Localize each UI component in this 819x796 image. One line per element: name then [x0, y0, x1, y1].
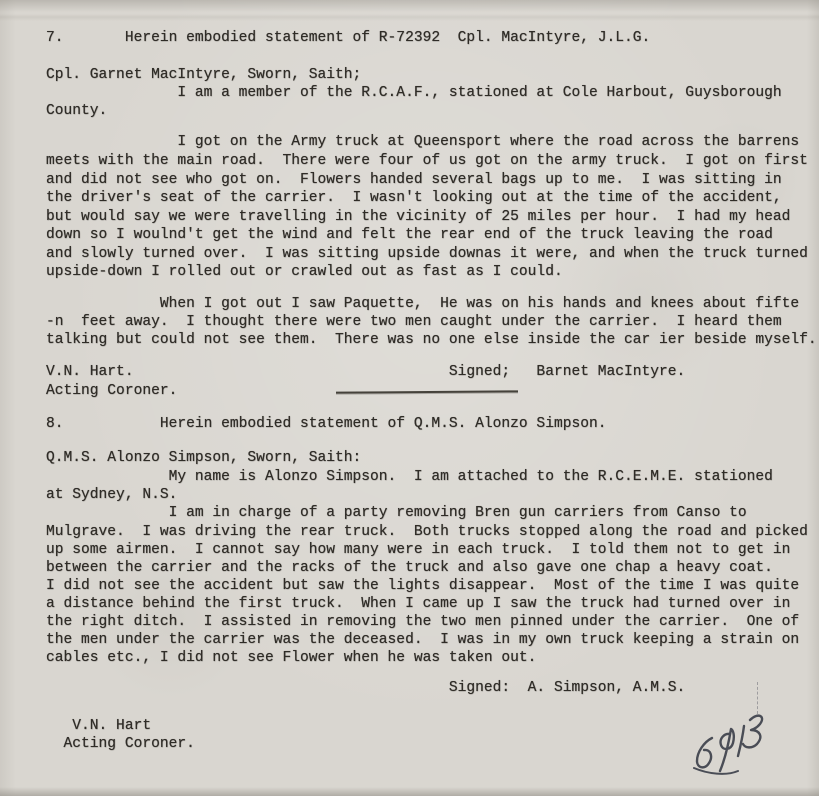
statement-line: County.: [46, 103, 108, 119]
item-8-heading: 8. Herein embodied statement of Q.M.S. Alonzo Simpson.: [46, 416, 607, 432]
macintyre-signature-line: V.N. Hart. Signed; Barnet MacIntyre.: [46, 364, 686, 380]
simpson-oath-line: Q.M.S. Alonzo Simpson, Sworn, Saith:: [46, 450, 362, 466]
statement-line: meets with the main road. There were four of us got on the army truck. I got on first: [46, 153, 808, 169]
statement-line: at Sydney, N.S.: [46, 487, 178, 503]
statement-line: When I got out I saw Paquette, He was on his hands and knees about fifte: [46, 296, 800, 312]
statement-line: the right ditch. I assisted in removing the two men pinned under the carrier. One of: [46, 614, 800, 630]
statement-line: talking but could not see them. There was no one else inside the car ier beside myself.: [46, 332, 817, 348]
statement-line: upside-down I rolled out or crawled out as fast as I could.: [46, 264, 563, 280]
coroner-title-line: Acting Coroner.: [46, 383, 178, 399]
statement-line: and slowly turned over. I was sitting upside downas it were, and when the truck turned: [46, 246, 808, 262]
handwritten-mark: [684, 704, 780, 780]
statement-line: and did not see who got on. Flowers handed several bags up to me. I was sitting in: [46, 172, 782, 188]
coroner-name-line: V.N. Hart: [46, 718, 152, 734]
statement-line: I am a member of the R.C.A.F., stationed at Cole Harbout, Guysborough: [46, 85, 782, 101]
statement-line: the men under the carrier was the deceased. I was in my own truck keeping a strain on: [46, 632, 800, 648]
statement-line: My name is Alonzo Simpson. I am attached to the R.C.E.M.E. stationed: [46, 469, 773, 485]
statement-line: I got on the Army truck at Queensport where the road across the barrens: [46, 134, 800, 150]
statement-line: the driver's seat of the carrier. I wasn't looking out at the time of the accident,: [46, 190, 782, 206]
statement-line: a distance behind the first truck. When I came up I saw the truck had turned over in: [46, 596, 791, 612]
statement-line: but would say we were travelling in the vicinity of 25 miles per hour. I had my head: [46, 209, 791, 225]
statement-line: down so I woulnd't get the wind and felt the rear end of the truck leaving the road: [46, 227, 773, 243]
signature-divider-rule: [336, 390, 518, 393]
macintyre-oath-line: Cpl. Garnet MacIntyre, Sworn, Saith;: [46, 67, 362, 83]
statement-line: Mulgrave. I was driving the rear truck. Both trucks stopped along the road and picked: [46, 524, 808, 540]
statement-line: cables etc., I did not see Flower when he was taken out.: [46, 650, 537, 666]
handwritten-ink-strokes: [684, 704, 780, 780]
statement-line: up some airmen. I cannot say how many were in each truck. I told them not to get in: [46, 542, 791, 558]
statement-line: I am in charge of a party removing Bren gun carriers from Canso to: [46, 505, 747, 521]
simpson-signature-line: Signed: A. Simpson, A.M.S.: [46, 680, 686, 696]
statement-line: between the carrier and the racks of the truck and also gave one chap a heavy coat.: [46, 560, 773, 576]
statement-line: I did not see the accident but saw the lights disappear. Most of the time I was quite: [46, 578, 800, 594]
statement-line: -n feet away. I thought there were two men caught under the carrier. I heard them: [46, 314, 782, 330]
item-7-heading: 7. Herein embodied statement of R-72392 Cpl. MacIntyre, J.L.G.: [46, 30, 651, 46]
coroner-title-line: Acting Coroner.: [46, 736, 195, 752]
